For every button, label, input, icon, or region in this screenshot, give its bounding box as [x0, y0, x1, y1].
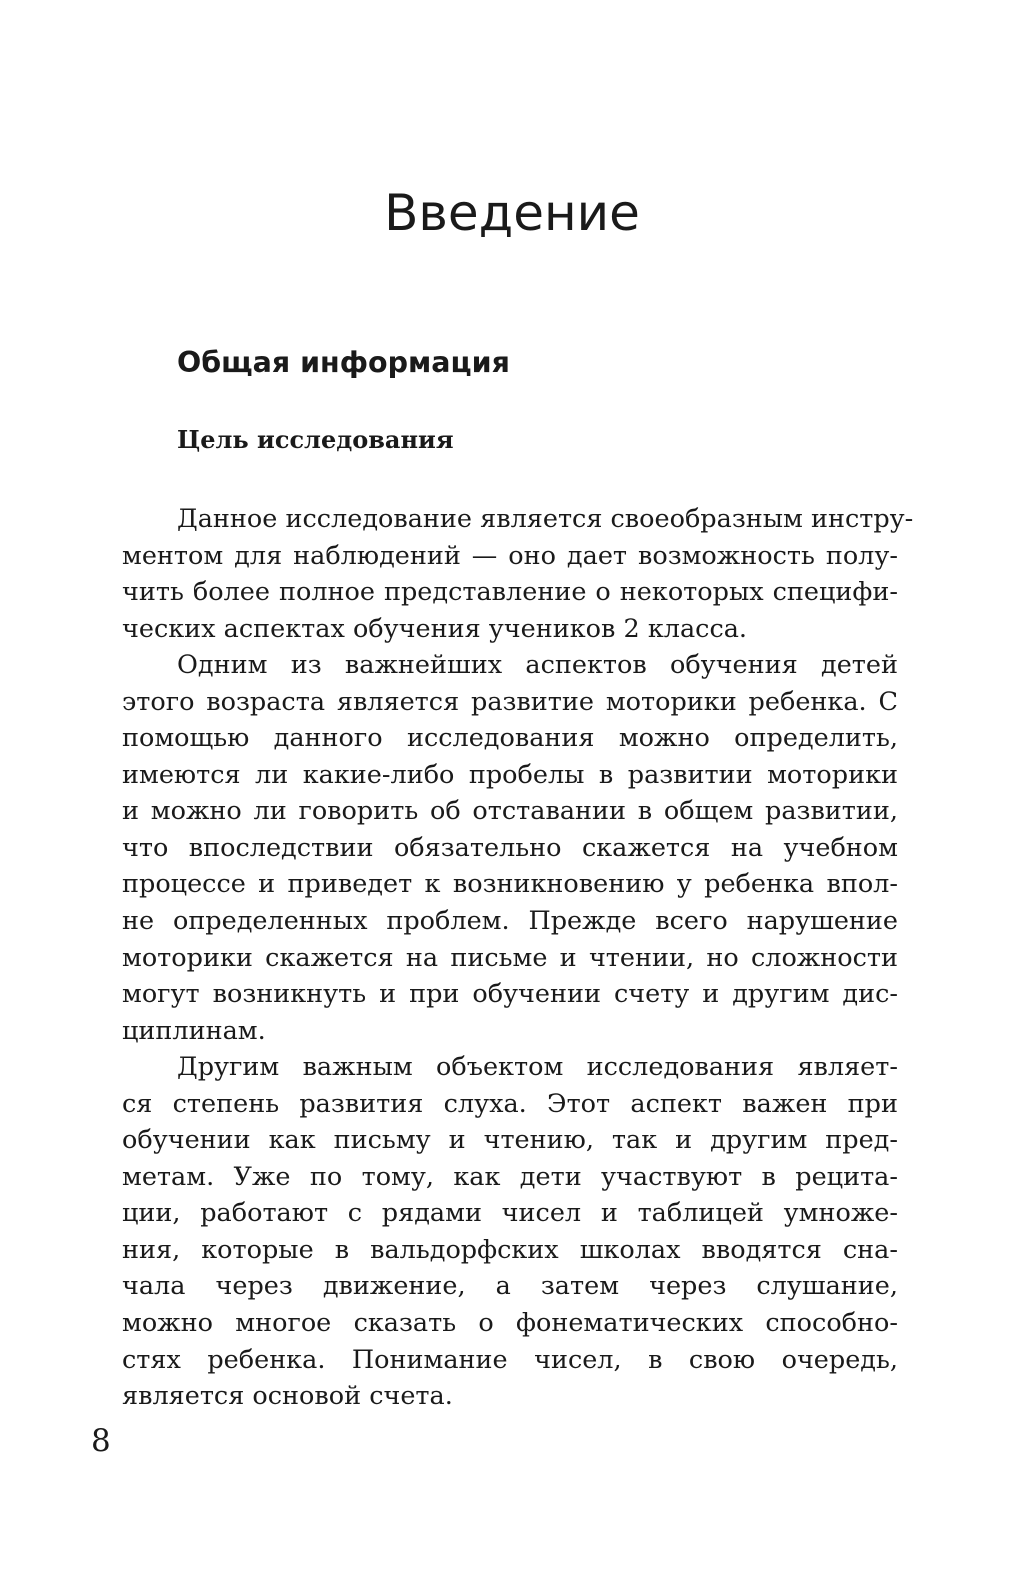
paragraph-motor-skills — [122, 647, 898, 1049]
text-line: процессе и приведет к возникновению у ребенка впол- — [122, 869, 898, 900]
text-line: что впоследствии обязательно скажется на учебном — [122, 832, 898, 863]
text-line: моторики скажется на письме и чтении, но сложности — [122, 942, 898, 973]
text-line: метам. Уже по тому, как дети участвуют в рецита- — [122, 1161, 898, 1192]
text-line: ции, работают с рядами чисел и таблицей умноже- — [122, 1198, 898, 1229]
text-line: помощью данного исследования можно определить, — [122, 723, 898, 754]
text-line: стях ребенка. Понимание чисел, в свою очередь, — [122, 1344, 898, 1375]
text-line: не определенных проблем. Прежде всего нарушение — [122, 906, 898, 937]
text-line: Данное исследование является своеобразным инстру- — [177, 504, 914, 534]
text-line: чала через движение, а затем через слушание, — [122, 1271, 898, 1302]
text-line: ческих аспектах обучения учеников 2 класса. — [122, 613, 748, 644]
text-line: имеются ли какие-либо пробелы в развитии моторики — [122, 759, 898, 790]
paragraph-hearing — [122, 1049, 898, 1414]
text-line: чить более полное представление о некоторых специфи- — [122, 577, 898, 608]
paragraph-goal — [122, 501, 914, 647]
text-line: является основой счета. — [122, 1381, 453, 1412]
text-line: этого возраста является развитие моторики ребенка. С — [122, 686, 898, 717]
text-line: ментом для наблюдений — оно дает возможность полу- — [122, 540, 898, 571]
text-line: могут возникнуть и при обучении счету и другим дис- — [122, 979, 898, 1010]
page-number: 8 — [91, 1423, 111, 1459]
text-line: Другим важным объектом исследования являет- — [177, 1052, 898, 1083]
text-line: Одним из важнейших аспектов обучения детей — [177, 650, 898, 681]
subsection-heading: Цель исследования — [177, 425, 454, 454]
section-heading: Общая информация — [177, 346, 510, 379]
text-line: и можно ли говорить об отставании в общем развитии, — [122, 796, 898, 827]
chapter-title: Введение — [384, 184, 640, 242]
text-line: можно многое сказать о фонематических способно- — [122, 1308, 898, 1339]
text-line: ния, которые в вальдорфских школах вводятся сна- — [122, 1234, 898, 1265]
body-text — [122, 501, 914, 1415]
text-line: ся степень развития слуха. Этот аспект важен при — [122, 1088, 898, 1119]
text-line: циплинам. — [122, 1015, 266, 1046]
text-line: обучении как письму и чтению, так и другим пред- — [122, 1125, 898, 1156]
